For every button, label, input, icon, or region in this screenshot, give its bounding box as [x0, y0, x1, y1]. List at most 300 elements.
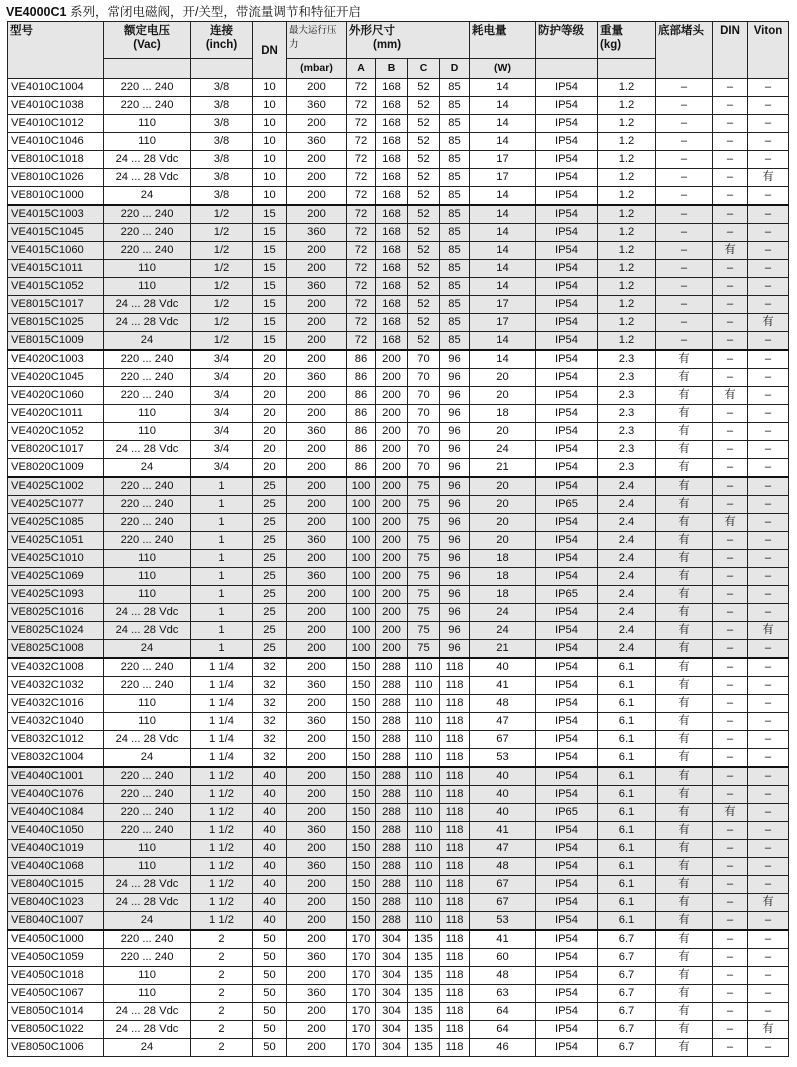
cell-dim-a: 86	[347, 387, 376, 405]
cell-protection: IP65	[536, 496, 598, 514]
cell-weight: 1.2	[598, 79, 656, 97]
cell-bottom-plug: 有	[656, 876, 713, 894]
cell-dim-d: 96	[440, 586, 470, 604]
cell-voltage: 24	[104, 1039, 191, 1057]
cell-max-pressure: 200	[287, 496, 347, 514]
cell-weight: 6.7	[598, 1003, 656, 1021]
cell-protection: IP54	[536, 423, 598, 441]
cell-dim-d: 85	[440, 151, 470, 169]
cell-dim-d: 96	[440, 477, 470, 496]
cell-dim-a: 170	[347, 930, 376, 949]
cell-max-pressure: 360	[287, 677, 347, 695]
cell-bottom-plug: 有	[656, 586, 713, 604]
cell-dn: 25	[253, 514, 287, 532]
cell-viton: –	[748, 260, 789, 278]
cell-dim-a: 150	[347, 749, 376, 768]
cell-voltage: 220 ... 240	[104, 677, 191, 695]
cell-model: VE8025C1008	[8, 640, 104, 659]
table-row	[8, 151, 789, 169]
cell-viton: –	[748, 79, 789, 97]
cell-max-pressure: 200	[287, 441, 347, 459]
cell-max-pressure: 200	[287, 242, 347, 260]
cell-max-pressure: 200	[287, 840, 347, 858]
cell-max-pressure: 200	[287, 930, 347, 949]
cell-dim-c: 75	[408, 477, 440, 496]
cell-bottom-plug: 有	[656, 967, 713, 985]
cell-connection: 3/8	[191, 133, 253, 151]
cell-weight: 2.4	[598, 586, 656, 604]
table-row	[8, 713, 789, 731]
cell-dim-a: 72	[347, 242, 376, 260]
cell-model: VE8040C1023	[8, 894, 104, 912]
cell-dim-d: 118	[440, 731, 470, 749]
cell-dim-b: 200	[376, 387, 408, 405]
cell-power: 14	[470, 115, 536, 133]
cell-dim-c: 52	[408, 205, 440, 224]
cell-protection: IP54	[536, 459, 598, 478]
cell-model: VE4025C1010	[8, 550, 104, 568]
cell-dim-d: 96	[440, 604, 470, 622]
cell-din: –	[713, 858, 748, 876]
cell-dim-b: 200	[376, 532, 408, 550]
cell-connection: 1 1/2	[191, 876, 253, 894]
cell-protection: IP54	[536, 749, 598, 768]
cell-dim-d: 85	[440, 97, 470, 115]
cell-voltage: 110	[104, 985, 191, 1003]
cell-voltage: 220 ... 240	[104, 767, 191, 786]
cell-bottom-plug: 有	[656, 640, 713, 659]
cell-protection: IP54	[536, 187, 598, 206]
cell-dim-d: 118	[440, 894, 470, 912]
cell-bottom-plug: 有	[656, 822, 713, 840]
cell-bottom-plug: 有	[656, 1039, 713, 1057]
cell-dim-c: 110	[408, 786, 440, 804]
cell-din: –	[713, 985, 748, 1003]
cell-dim-c: 110	[408, 731, 440, 749]
cell-dim-a: 170	[347, 985, 376, 1003]
cell-dn: 50	[253, 1039, 287, 1057]
cell-weight: 6.1	[598, 713, 656, 731]
cell-protection: IP54	[536, 314, 598, 332]
cell-dim-b: 200	[376, 459, 408, 478]
cell-protection: IP65	[536, 586, 598, 604]
cell-weight: 2.4	[598, 568, 656, 586]
cell-bottom-plug: 有	[656, 713, 713, 731]
cell-viton: –	[748, 532, 789, 550]
cell-dim-c: 52	[408, 260, 440, 278]
cell-dim-a: 100	[347, 550, 376, 568]
cell-protection: IP54	[536, 731, 598, 749]
cell-voltage: 220 ... 240	[104, 224, 191, 242]
table-row	[8, 985, 789, 1003]
table-row	[8, 894, 789, 912]
cell-dim-d: 118	[440, 749, 470, 768]
cell-voltage: 220 ... 240	[104, 532, 191, 550]
table-row	[8, 1003, 789, 1021]
cell-dim-a: 72	[347, 332, 376, 351]
cell-protection: IP54	[536, 604, 598, 622]
cell-din: 有	[713, 804, 748, 822]
cell-bottom-plug: 有	[656, 930, 713, 949]
cell-power: 24	[470, 604, 536, 622]
cell-dim-c: 75	[408, 568, 440, 586]
cell-dim-d: 118	[440, 949, 470, 967]
cell-protection: IP54	[536, 822, 598, 840]
cell-viton: –	[748, 514, 789, 532]
cell-protection: IP54	[536, 115, 598, 133]
cell-weight: 6.1	[598, 767, 656, 786]
cell-din: –	[713, 822, 748, 840]
cell-dim-b: 200	[376, 369, 408, 387]
cell-dim-c: 110	[408, 749, 440, 768]
cell-weight: 2.3	[598, 387, 656, 405]
cell-connection: 2	[191, 930, 253, 949]
cell-connection: 1	[191, 514, 253, 532]
cell-dim-b: 288	[376, 876, 408, 894]
cell-voltage: 220 ... 240	[104, 79, 191, 97]
cell-dn: 20	[253, 459, 287, 478]
cell-model: VE4025C1051	[8, 532, 104, 550]
cell-voltage: 220 ... 240	[104, 496, 191, 514]
cell-voltage: 24 ... 28 Vdc	[104, 169, 191, 187]
cell-dim-a: 72	[347, 115, 376, 133]
cell-weight: 2.4	[598, 532, 656, 550]
cell-weight: 1.2	[598, 260, 656, 278]
cell-model: VE4015C1052	[8, 278, 104, 296]
cell-din: –	[713, 369, 748, 387]
cell-dn: 20	[253, 350, 287, 369]
cell-dim-d: 96	[440, 459, 470, 478]
cell-dn: 40	[253, 876, 287, 894]
cell-dim-b: 288	[376, 786, 408, 804]
cell-weight: 1.2	[598, 169, 656, 187]
cell-connection: 1/2	[191, 278, 253, 296]
cell-voltage: 110	[104, 278, 191, 296]
cell-weight: 2.4	[598, 550, 656, 568]
table-row	[8, 622, 789, 640]
cell-dim-b: 200	[376, 640, 408, 659]
cell-bottom-plug: 有	[656, 459, 713, 478]
cell-dim-a: 100	[347, 514, 376, 532]
cell-dim-c: 70	[408, 369, 440, 387]
cell-din: –	[713, 224, 748, 242]
cell-protection: IP54	[536, 278, 598, 296]
table-row	[8, 586, 789, 604]
cell-dim-a: 100	[347, 532, 376, 550]
cell-model: VE4040C1050	[8, 822, 104, 840]
cell-model: VE4020C1011	[8, 405, 104, 423]
cell-voltage: 220 ... 240	[104, 369, 191, 387]
cell-viton: –	[748, 369, 789, 387]
cell-dn: 20	[253, 405, 287, 423]
cell-weight: 6.7	[598, 985, 656, 1003]
table-row	[8, 786, 789, 804]
table-row	[8, 858, 789, 876]
cell-connection: 1 1/4	[191, 695, 253, 713]
cell-max-pressure: 200	[287, 332, 347, 351]
cell-dim-d: 85	[440, 260, 470, 278]
cell-voltage: 24 ... 28 Vdc	[104, 441, 191, 459]
cell-voltage: 24 ... 28 Vdc	[104, 1021, 191, 1039]
cell-bottom-plug: 有	[656, 1021, 713, 1039]
cell-dim-b: 168	[376, 133, 408, 151]
cell-max-pressure: 200	[287, 169, 347, 187]
cell-power: 40	[470, 804, 536, 822]
cell-din: –	[713, 332, 748, 351]
cell-weight: 1.2	[598, 97, 656, 115]
cell-dim-b: 168	[376, 151, 408, 169]
cell-viton: 有	[748, 1021, 789, 1039]
cell-viton: –	[748, 731, 789, 749]
cell-model: VE4020C1060	[8, 387, 104, 405]
cell-connection: 3/4	[191, 441, 253, 459]
table-row	[8, 840, 789, 858]
table-row	[8, 332, 789, 351]
cell-power: 40	[470, 786, 536, 804]
cell-max-pressure: 200	[287, 405, 347, 423]
cell-dim-c: 70	[408, 350, 440, 369]
cell-dim-c: 75	[408, 496, 440, 514]
cell-power: 14	[470, 205, 536, 224]
table-row	[8, 441, 789, 459]
cell-din: –	[713, 767, 748, 786]
cell-bottom-plug: –	[656, 97, 713, 115]
table-row	[8, 242, 789, 260]
cell-viton: –	[748, 858, 789, 876]
table-row	[8, 822, 789, 840]
cell-weight: 2.3	[598, 350, 656, 369]
cell-weight: 1.2	[598, 205, 656, 224]
page-title	[6, 3, 361, 21]
cell-dim-b: 304	[376, 985, 408, 1003]
cell-din: –	[713, 459, 748, 478]
cell-dim-d: 96	[440, 405, 470, 423]
cell-dim-c: 135	[408, 1003, 440, 1021]
cell-dim-d: 118	[440, 767, 470, 786]
cell-din: –	[713, 1039, 748, 1057]
cell-model: VE8010C1000	[8, 187, 104, 206]
cell-power: 20	[470, 514, 536, 532]
cell-bottom-plug: 有	[656, 387, 713, 405]
cell-dim-b: 200	[376, 441, 408, 459]
cell-dim-c: 110	[408, 876, 440, 894]
cell-weight: 6.1	[598, 912, 656, 931]
cell-protection: IP54	[536, 677, 598, 695]
cell-bottom-plug: 有	[656, 532, 713, 550]
cell-dim-d: 85	[440, 169, 470, 187]
cell-dim-d: 85	[440, 242, 470, 260]
cell-max-pressure: 200	[287, 912, 347, 931]
cell-weight: 2.4	[598, 496, 656, 514]
cell-weight: 6.1	[598, 695, 656, 713]
cell-dim-d: 118	[440, 695, 470, 713]
cell-voltage: 110	[104, 405, 191, 423]
cell-bottom-plug: –	[656, 115, 713, 133]
table-row	[8, 278, 789, 296]
table-row	[8, 677, 789, 695]
table-row	[8, 604, 789, 622]
cell-power: 14	[470, 79, 536, 97]
cell-dim-a: 72	[347, 187, 376, 206]
cell-dim-b: 200	[376, 622, 408, 640]
cell-max-pressure: 200	[287, 151, 347, 169]
cell-dn: 10	[253, 97, 287, 115]
cell-viton: –	[748, 586, 789, 604]
cell-voltage: 220 ... 240	[104, 387, 191, 405]
cell-weight: 6.1	[598, 876, 656, 894]
cell-max-pressure: 200	[287, 187, 347, 206]
cell-dn: 10	[253, 169, 287, 187]
cell-dim-b: 288	[376, 731, 408, 749]
cell-viton: –	[748, 296, 789, 314]
cell-dim-b: 168	[376, 115, 408, 133]
cell-din: –	[713, 550, 748, 568]
cell-din: –	[713, 496, 748, 514]
cell-protection: IP54	[536, 985, 598, 1003]
cell-power: 21	[470, 459, 536, 478]
cell-weight: 6.1	[598, 840, 656, 858]
cell-dim-d: 85	[440, 296, 470, 314]
cell-din: –	[713, 568, 748, 586]
cell-voltage: 220 ... 240	[104, 804, 191, 822]
cell-dim-a: 100	[347, 477, 376, 496]
cell-bottom-plug: –	[656, 278, 713, 296]
cell-connection: 3/4	[191, 350, 253, 369]
cell-din: –	[713, 604, 748, 622]
cell-dim-c: 70	[408, 459, 440, 478]
cell-model: VE8050C1014	[8, 1003, 104, 1021]
cell-din: –	[713, 477, 748, 496]
cell-viton: –	[748, 423, 789, 441]
cell-weight: 6.1	[598, 894, 656, 912]
cell-din: –	[713, 79, 748, 97]
cell-dim-a: 72	[347, 79, 376, 97]
cell-dn: 15	[253, 224, 287, 242]
cell-model: VE4010C1012	[8, 115, 104, 133]
cell-voltage: 220 ... 240	[104, 514, 191, 532]
cell-dim-c: 135	[408, 1039, 440, 1057]
cell-weight: 6.1	[598, 804, 656, 822]
cell-viton: –	[748, 604, 789, 622]
cell-protection: IP54	[536, 658, 598, 677]
header-dim-a: A	[347, 59, 376, 79]
cell-dim-c: 135	[408, 985, 440, 1003]
cell-dn: 25	[253, 496, 287, 514]
cell-power: 40	[470, 767, 536, 786]
cell-voltage: 110	[104, 568, 191, 586]
cell-connection: 1/2	[191, 260, 253, 278]
table-row	[8, 930, 789, 949]
cell-viton: –	[748, 441, 789, 459]
cell-weight: 6.1	[598, 658, 656, 677]
cell-voltage: 24 ... 28 Vdc	[104, 894, 191, 912]
cell-dn: 25	[253, 568, 287, 586]
table-row	[8, 514, 789, 532]
cell-dim-c: 135	[408, 949, 440, 967]
cell-viton: –	[748, 459, 789, 478]
cell-protection: IP54	[536, 622, 598, 640]
cell-power: 17	[470, 314, 536, 332]
header-connection: 连接 (inch)	[191, 22, 253, 59]
cell-protection: IP54	[536, 97, 598, 115]
cell-weight: 6.1	[598, 786, 656, 804]
cell-dim-b: 288	[376, 695, 408, 713]
cell-dn: 25	[253, 640, 287, 659]
cell-bottom-plug: 有	[656, 658, 713, 677]
cell-voltage: 220 ... 240	[104, 658, 191, 677]
cell-max-pressure: 200	[287, 387, 347, 405]
table-row	[8, 550, 789, 568]
cell-model: VE4032C1008	[8, 658, 104, 677]
cell-power: 64	[470, 1003, 536, 1021]
cell-dn: 32	[253, 658, 287, 677]
cell-dn: 50	[253, 949, 287, 967]
cell-protection: IP54	[536, 296, 598, 314]
header-max-pressure: 最大运行压力	[287, 22, 347, 59]
cell-dn: 15	[253, 296, 287, 314]
cell-power: 63	[470, 985, 536, 1003]
cell-max-pressure: 200	[287, 514, 347, 532]
cell-voltage: 24	[104, 749, 191, 768]
cell-dim-b: 304	[376, 949, 408, 967]
cell-power: 17	[470, 169, 536, 187]
cell-connection: 1 1/2	[191, 786, 253, 804]
cell-dn: 32	[253, 731, 287, 749]
cell-viton: –	[748, 496, 789, 514]
table-row	[8, 804, 789, 822]
cell-bottom-plug: 有	[656, 604, 713, 622]
cell-dim-c: 52	[408, 332, 440, 351]
cell-dim-b: 200	[376, 550, 408, 568]
cell-dim-d: 96	[440, 568, 470, 586]
cell-voltage: 24 ... 28 Vdc	[104, 296, 191, 314]
cell-bottom-plug: 有	[656, 749, 713, 768]
cell-dim-b: 288	[376, 658, 408, 677]
cell-dim-a: 150	[347, 658, 376, 677]
table-row	[8, 496, 789, 514]
cell-protection: IP54	[536, 405, 598, 423]
cell-viton: 有	[748, 622, 789, 640]
cell-max-pressure: 200	[287, 622, 347, 640]
cell-protection: IP54	[536, 786, 598, 804]
cell-weight: 2.4	[598, 514, 656, 532]
cell-dim-c: 52	[408, 187, 440, 206]
table-body	[8, 79, 789, 1057]
cell-connection: 1	[191, 496, 253, 514]
cell-din: –	[713, 786, 748, 804]
cell-dim-a: 150	[347, 695, 376, 713]
cell-din: –	[713, 713, 748, 731]
cell-bottom-plug: 有	[656, 477, 713, 496]
cell-model: VE8015C1009	[8, 332, 104, 351]
cell-bottom-plug: 有	[656, 731, 713, 749]
cell-bottom-plug: 有	[656, 985, 713, 1003]
cell-protection: IP54	[536, 514, 598, 532]
cell-dim-d: 118	[440, 858, 470, 876]
cell-bottom-plug: 有	[656, 496, 713, 514]
cell-model: VE4040C1084	[8, 804, 104, 822]
cell-protection: IP54	[536, 695, 598, 713]
cell-dim-d: 85	[440, 115, 470, 133]
cell-protection: IP54	[536, 151, 598, 169]
cell-model: VE4015C1003	[8, 205, 104, 224]
cell-dim-b: 168	[376, 205, 408, 224]
cell-connection: 1 1/2	[191, 804, 253, 822]
cell-dn: 25	[253, 622, 287, 640]
cell-bottom-plug: –	[656, 187, 713, 206]
cell-dim-a: 150	[347, 713, 376, 731]
cell-connection: 3/8	[191, 97, 253, 115]
